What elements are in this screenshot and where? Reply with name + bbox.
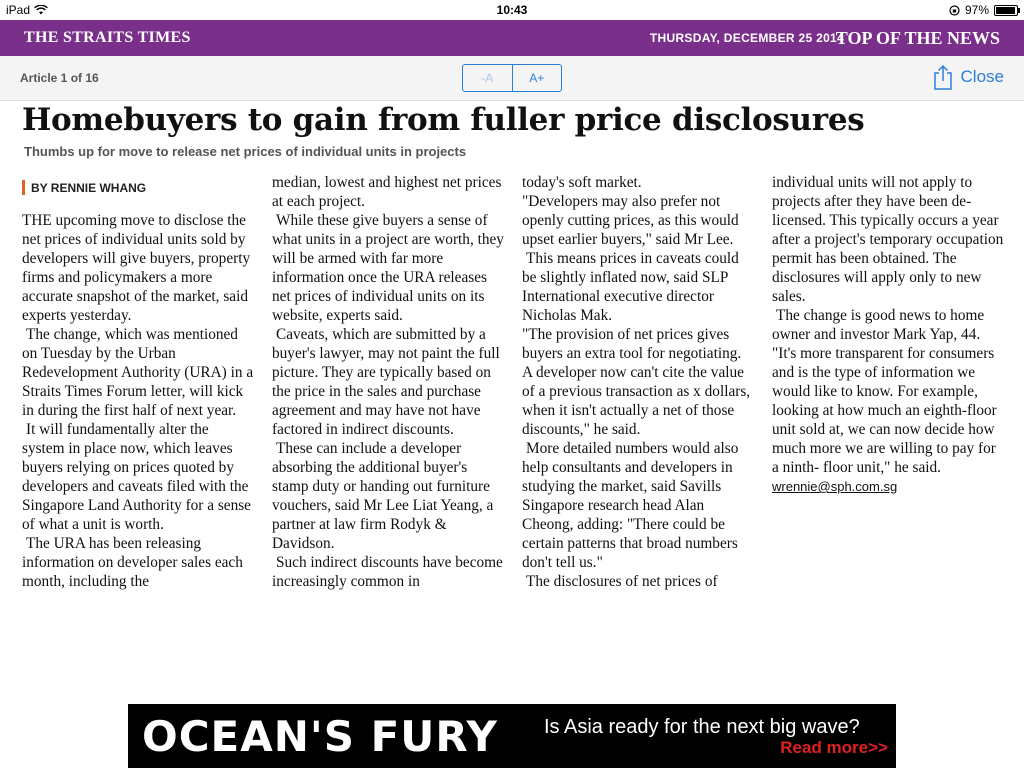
- paragraph: Such indirect discounts have become increasingly common in: [272, 554, 503, 590]
- paragraph: While these give buyers a sense of what units in a project are worth, they will be armed with far more information once the URA releases net prices of individual units on its website, experts said.: [272, 212, 504, 324]
- ad-read-more-link[interactable]: Read more>>: [780, 738, 888, 757]
- byline: [22, 180, 146, 195]
- ad-headline: OCEAN'S FURY: [142, 712, 498, 761]
- masthead: [0, 20, 1024, 56]
- paragraph: Caveats, which are submitted by a buyer's lawyer, may not paint the full picture. They are typically based on the price in the sales and purchase agreement and may have not have factored in indirect discounts.: [272, 326, 500, 438]
- status-bar: [0, 0, 1024, 20]
- font-size-control: [462, 64, 562, 92]
- increase-font-button[interactable]: A+: [529, 71, 545, 85]
- battery-percent: 97%: [964, 3, 989, 17]
- device-name: iPad: [6, 3, 31, 17]
- author-email-link[interactable]: wrennie@sph.com.sg: [772, 479, 898, 494]
- paragraph: More detailed numbers would also help consultants and developers in studying the market, said Savills Singapore research head Alan Cheong, adding: "There could be certain patterns that broad numbers don't tell us.": [522, 440, 739, 571]
- newspaper-title: THE STRAITS TIMES: [24, 29, 191, 46]
- decrease-font-button[interactable]: -A: [463, 65, 513, 91]
- ad-tagline: Is Asia ready for the next big wave?: [544, 716, 860, 738]
- paragraph: The change is good news to home owner and investor Mark Yap, 44. "It's more transparent for consumers and is the type of information we would like to know. For example, looking at how much an eighth-floor unit sold at, we can now decide how much more we are willing to pay for a ninth- floor unit," he said.: [772, 307, 997, 476]
- paragraph: "Developers may also prefer not openly cutting prices, as this would upset earlier buyers," said Mr Lee.: [522, 193, 739, 248]
- byline-accent: [22, 180, 25, 195]
- status-time: 10:43: [496, 3, 528, 17]
- paragraph: THE upcoming move to disclose the net prices of individual units sold by developers will give buyers, property firms and policymakers a more accurate snapshot of the market, said experts yesterday.: [22, 212, 251, 324]
- byline-text: BY RENNIE WHANG: [31, 180, 147, 195]
- paragraph: "The provision of net prices gives buyers an extra tool for negotiating. A developer now can't cite the value of a previous transaction as x dollars, when it isn't actually a net of those discounts," he said.: [522, 326, 751, 438]
- battery-icon: [994, 5, 1018, 16]
- article-column-4: [772, 173, 1004, 496]
- reader-toolbar: [0, 56, 1024, 101]
- close-button[interactable]: Close: [960, 67, 1004, 86]
- paragraph: The change, which was mentioned on Tuesday by the Urban Redevelopment Authority (URA) in a Straits Times Forum letter, will kick in during the first half of next year.: [22, 326, 254, 419]
- article-subhead: Thumbs up for move to release net prices of individual units in projects: [24, 144, 467, 159]
- rotation-lock-icon: [949, 5, 960, 16]
- section-name: TOP OF THE NEWS: [835, 28, 1000, 48]
- article-column-3: [522, 173, 754, 591]
- paragraph: individual units will not apply to projects after they have been de-licensed. This typically occurs a year after a project's temporary occupation permit has been obtained. The disclosures will apply only to new sales.: [772, 174, 1004, 305]
- status-right: [949, 3, 1018, 17]
- article-column-2: [272, 173, 504, 591]
- article-headline: Homebuyers to gain from fuller price disclosures: [22, 102, 865, 138]
- paragraph: median, lowest and highest net prices at each project.: [272, 174, 502, 210]
- paragraph: This means prices in caveats could be slightly inflated now, said SLP International executive director Nicholas Mak.: [522, 250, 739, 324]
- share-icon[interactable]: [933, 64, 953, 90]
- paragraph: The disclosures of net prices of: [526, 573, 718, 590]
- paragraph: These can include a developer absorbing the additional buyer's stamp duty or handing out furniture vouchers, said Mr Lee Liat Yeang, a partner at law firm Rodyk & Davidson.: [272, 440, 494, 552]
- paragraph: The URA has been releasing information on developer sales each month, including the: [22, 535, 243, 590]
- article-column-1: [22, 211, 254, 591]
- paragraph: It will fundamentally alter the system in place now, which leaves buyers relying on prices quoted by developers and caveats filed with the Singapore Land Authority for a sense of what a unit is worth.: [22, 421, 251, 533]
- article-counter: Article 1 of 16: [20, 71, 99, 85]
- close-group: [933, 64, 1004, 90]
- issue-date: THURSDAY, DECEMBER 25 2014: [649, 31, 844, 45]
- ad-banner[interactable]: [128, 704, 896, 768]
- paragraph: today's soft market.: [522, 174, 642, 191]
